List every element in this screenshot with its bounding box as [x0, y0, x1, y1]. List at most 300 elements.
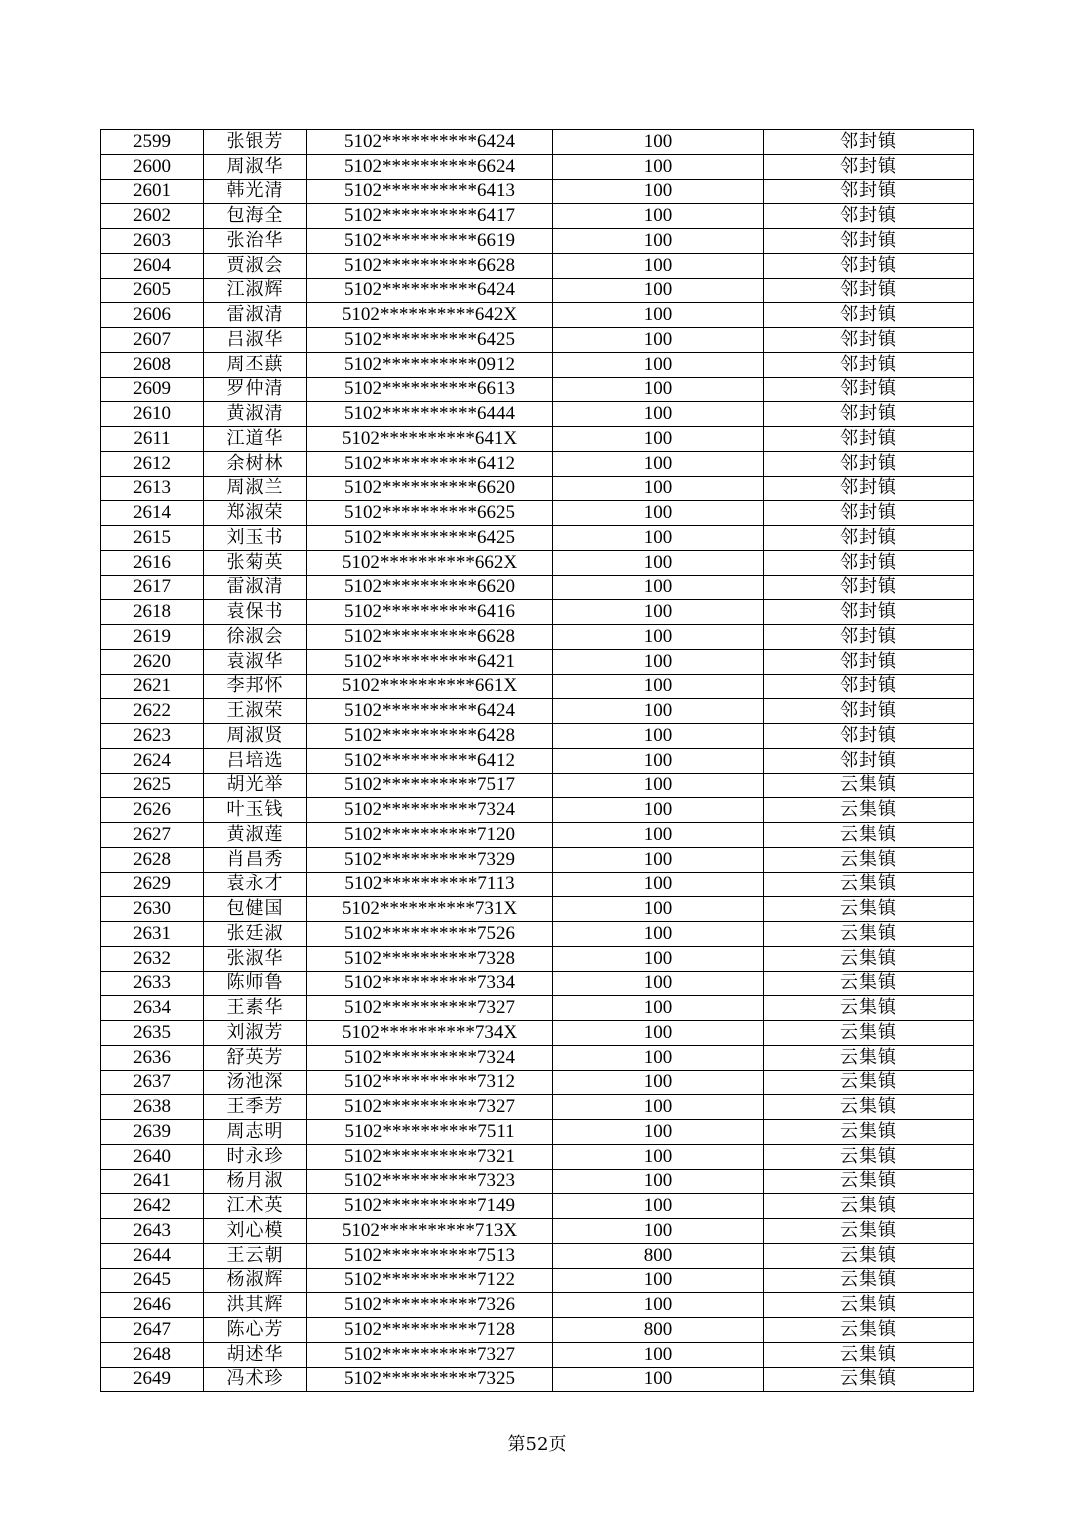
seq-cell: 2632 [101, 946, 204, 971]
town-cell: 云集镇 [764, 946, 974, 971]
table-row [101, 1144, 974, 1169]
seq-cell: 2649 [101, 1367, 204, 1392]
seq-cell: 2623 [101, 724, 204, 749]
seq-cell: 2643 [101, 1219, 204, 1244]
town-cell: 邻封镇 [764, 625, 974, 650]
id-number-cell: 5102**********6628 [307, 625, 553, 650]
name-cell: 包海全 [204, 204, 307, 229]
name-cell: 吕淑华 [204, 328, 307, 353]
town-cell: 邻封镇 [764, 526, 974, 551]
seq-cell: 2644 [101, 1243, 204, 1268]
id-number-cell: 5102**********7324 [307, 1045, 553, 1070]
table-row [101, 253, 974, 278]
table-row [101, 1219, 974, 1244]
amount-cell: 100 [553, 179, 764, 204]
seq-cell: 2638 [101, 1095, 204, 1120]
seq-cell: 2603 [101, 229, 204, 254]
seq-cell: 2614 [101, 501, 204, 526]
town-cell: 云集镇 [764, 996, 974, 1021]
amount-cell: 100 [553, 600, 764, 625]
name-cell: 周丕蕻 [204, 352, 307, 377]
table-row [101, 823, 974, 848]
amount-cell: 100 [553, 328, 764, 353]
name-cell: 袁保书 [204, 600, 307, 625]
id-number-cell: 5102**********7323 [307, 1169, 553, 1194]
name-cell: 吕培选 [204, 748, 307, 773]
id-number-cell: 5102**********6628 [307, 253, 553, 278]
id-number-cell: 5102**********6425 [307, 526, 553, 551]
name-cell: 舒英芳 [204, 1045, 307, 1070]
seq-cell: 2629 [101, 872, 204, 897]
town-cell: 邻封镇 [764, 253, 974, 278]
id-number-cell: 5102**********6424 [307, 278, 553, 303]
id-number-cell: 5102**********6412 [307, 451, 553, 476]
id-number-cell: 5102**********7149 [307, 1194, 553, 1219]
seq-cell: 2641 [101, 1169, 204, 1194]
amount-cell: 100 [553, 1219, 764, 1244]
town-cell: 邻封镇 [764, 748, 974, 773]
name-cell: 韩光清 [204, 179, 307, 204]
town-cell: 邻封镇 [764, 427, 974, 452]
amount-cell: 100 [553, 847, 764, 872]
seq-cell: 2611 [101, 427, 204, 452]
town-cell: 邻封镇 [764, 278, 974, 303]
amount-cell: 100 [553, 1268, 764, 1293]
table-row [101, 1120, 974, 1145]
seq-cell: 2627 [101, 823, 204, 848]
amount-cell: 100 [553, 154, 764, 179]
amount-cell: 100 [553, 1144, 764, 1169]
table-row [101, 773, 974, 798]
amount-cell: 100 [553, 1045, 764, 1070]
amount-cell: 100 [553, 427, 764, 452]
table-row [101, 402, 974, 427]
id-number-cell: 5102**********661X [307, 674, 553, 699]
amount-cell: 800 [553, 1243, 764, 1268]
seq-cell: 2613 [101, 476, 204, 501]
table-row [101, 1367, 974, 1392]
seq-cell: 2619 [101, 625, 204, 650]
id-number-cell: 5102**********7329 [307, 847, 553, 872]
town-cell: 邻封镇 [764, 204, 974, 229]
amount-cell: 100 [553, 649, 764, 674]
name-cell: 王季芳 [204, 1095, 307, 1120]
seq-cell: 2607 [101, 328, 204, 353]
seq-cell: 2601 [101, 179, 204, 204]
name-cell: 肖昌秀 [204, 847, 307, 872]
table-row [101, 600, 974, 625]
town-cell: 云集镇 [764, 1268, 974, 1293]
id-number-cell: 5102**********713X [307, 1219, 553, 1244]
seq-cell: 2604 [101, 253, 204, 278]
table-row [101, 204, 974, 229]
table-row [101, 575, 974, 600]
id-number-cell: 5102**********662X [307, 550, 553, 575]
id-number-cell: 5102**********7324 [307, 798, 553, 823]
seq-cell: 2605 [101, 278, 204, 303]
table-row [101, 847, 974, 872]
amount-cell: 100 [553, 1070, 764, 1095]
seq-cell: 2602 [101, 204, 204, 229]
town-cell: 邻封镇 [764, 476, 974, 501]
table-row [101, 748, 974, 773]
town-cell: 云集镇 [764, 971, 974, 996]
name-cell: 袁永才 [204, 872, 307, 897]
table-row [101, 674, 974, 699]
name-cell: 包健国 [204, 897, 307, 922]
amount-cell: 100 [553, 1169, 764, 1194]
table-row [101, 724, 974, 749]
town-cell: 邻封镇 [764, 328, 974, 353]
name-cell: 张淑华 [204, 946, 307, 971]
amount-cell: 100 [553, 550, 764, 575]
town-cell: 云集镇 [764, 1293, 974, 1318]
table-row [101, 1318, 974, 1343]
name-cell: 刘心模 [204, 1219, 307, 1244]
amount-cell: 100 [553, 1021, 764, 1046]
id-number-cell: 5102**********6625 [307, 501, 553, 526]
table-row [101, 229, 974, 254]
id-number-cell: 5102**********6428 [307, 724, 553, 749]
amount-cell: 100 [553, 1293, 764, 1318]
town-cell: 邻封镇 [764, 179, 974, 204]
table-row [101, 922, 974, 947]
table-body [101, 130, 974, 1392]
amount-cell: 100 [553, 897, 764, 922]
id-number-cell: 5102**********7511 [307, 1120, 553, 1145]
amount-cell: 100 [553, 253, 764, 278]
name-cell: 贾淑会 [204, 253, 307, 278]
table-row [101, 303, 974, 328]
amount-cell: 100 [553, 1120, 764, 1145]
amount-cell: 100 [553, 526, 764, 551]
id-number-cell: 5102**********6613 [307, 377, 553, 402]
amount-cell: 100 [553, 1095, 764, 1120]
seq-cell: 2618 [101, 600, 204, 625]
seq-cell: 2599 [101, 130, 204, 155]
name-cell: 余树林 [204, 451, 307, 476]
name-cell: 胡光举 [204, 773, 307, 798]
seq-cell: 2620 [101, 649, 204, 674]
name-cell: 陈师鲁 [204, 971, 307, 996]
name-cell: 杨淑辉 [204, 1268, 307, 1293]
name-cell: 江淑辉 [204, 278, 307, 303]
name-cell: 罗仲清 [204, 377, 307, 402]
id-number-cell: 5102**********731X [307, 897, 553, 922]
name-cell: 洪其辉 [204, 1293, 307, 1318]
id-number-cell: 5102**********7120 [307, 823, 553, 848]
table-row [101, 1293, 974, 1318]
id-number-cell: 5102**********7334 [307, 971, 553, 996]
amount-cell: 100 [553, 204, 764, 229]
seq-cell: 2640 [101, 1144, 204, 1169]
amount-cell: 100 [553, 699, 764, 724]
name-cell: 张银芳 [204, 130, 307, 155]
name-cell: 雷淑清 [204, 575, 307, 600]
table-row [101, 377, 974, 402]
name-cell: 雷淑清 [204, 303, 307, 328]
table-row [101, 1268, 974, 1293]
seq-cell: 2615 [101, 526, 204, 551]
name-cell: 周淑华 [204, 154, 307, 179]
amount-cell: 100 [553, 996, 764, 1021]
id-number-cell: 5102**********7122 [307, 1268, 553, 1293]
amount-cell: 100 [553, 823, 764, 848]
name-cell: 王云朝 [204, 1243, 307, 1268]
table-row [101, 501, 974, 526]
amount-cell: 100 [553, 575, 764, 600]
name-cell: 陈心芳 [204, 1318, 307, 1343]
seq-cell: 2624 [101, 748, 204, 773]
amount-cell: 100 [553, 130, 764, 155]
town-cell: 云集镇 [764, 773, 974, 798]
table-row [101, 427, 974, 452]
name-cell: 张治华 [204, 229, 307, 254]
table-row [101, 1095, 974, 1120]
seq-cell: 2625 [101, 773, 204, 798]
name-cell: 叶玉钱 [204, 798, 307, 823]
amount-cell: 100 [553, 922, 764, 947]
seq-cell: 2600 [101, 154, 204, 179]
town-cell: 邻封镇 [764, 600, 974, 625]
name-cell: 冯术珍 [204, 1367, 307, 1392]
town-cell: 邻封镇 [764, 724, 974, 749]
seq-cell: 2621 [101, 674, 204, 699]
table-row [101, 278, 974, 303]
id-number-cell: 5102**********7113 [307, 872, 553, 897]
seq-cell: 2617 [101, 575, 204, 600]
beneficiary-table [100, 129, 974, 1392]
table-row [101, 1243, 974, 1268]
seq-cell: 2616 [101, 550, 204, 575]
seq-cell: 2631 [101, 922, 204, 947]
amount-cell: 800 [553, 1318, 764, 1343]
id-number-cell: 5102**********641X [307, 427, 553, 452]
town-cell: 邻封镇 [764, 501, 974, 526]
name-cell: 周淑兰 [204, 476, 307, 501]
table-row [101, 352, 974, 377]
amount-cell: 100 [553, 1367, 764, 1392]
name-cell: 汤池深 [204, 1070, 307, 1095]
id-number-cell: 5102**********7328 [307, 946, 553, 971]
id-number-cell: 5102**********6413 [307, 179, 553, 204]
id-number-cell: 5102**********6417 [307, 204, 553, 229]
amount-cell: 100 [553, 352, 764, 377]
seq-cell: 2630 [101, 897, 204, 922]
id-number-cell: 5102**********6624 [307, 154, 553, 179]
name-cell: 王素华 [204, 996, 307, 1021]
seq-cell: 2647 [101, 1318, 204, 1343]
table-row [101, 699, 974, 724]
seq-cell: 2637 [101, 1070, 204, 1095]
name-cell: 刘淑芳 [204, 1021, 307, 1046]
table-row [101, 1045, 974, 1070]
seq-cell: 2626 [101, 798, 204, 823]
amount-cell: 100 [553, 674, 764, 699]
seq-cell: 2628 [101, 847, 204, 872]
amount-cell: 100 [553, 946, 764, 971]
seq-cell: 2646 [101, 1293, 204, 1318]
name-cell: 杨月淑 [204, 1169, 307, 1194]
seq-cell: 2636 [101, 1045, 204, 1070]
table-row [101, 897, 974, 922]
amount-cell: 100 [553, 724, 764, 749]
name-cell: 黄淑莲 [204, 823, 307, 848]
seq-cell: 2645 [101, 1268, 204, 1293]
town-cell: 云集镇 [764, 847, 974, 872]
seq-cell: 2642 [101, 1194, 204, 1219]
amount-cell: 100 [553, 625, 764, 650]
town-cell: 邻封镇 [764, 154, 974, 179]
town-cell: 邻封镇 [764, 550, 974, 575]
name-cell: 袁淑华 [204, 649, 307, 674]
town-cell: 云集镇 [764, 1070, 974, 1095]
table-row [101, 649, 974, 674]
seq-cell: 2608 [101, 352, 204, 377]
seq-cell: 2633 [101, 971, 204, 996]
id-number-cell: 5102**********6416 [307, 600, 553, 625]
table-row [101, 154, 974, 179]
id-number-cell: 5102**********6619 [307, 229, 553, 254]
seq-cell: 2622 [101, 699, 204, 724]
id-number-cell: 5102**********642X [307, 303, 553, 328]
amount-cell: 100 [553, 377, 764, 402]
table-row [101, 130, 974, 155]
town-cell: 邻封镇 [764, 451, 974, 476]
town-cell: 云集镇 [764, 798, 974, 823]
town-cell: 云集镇 [764, 1342, 974, 1367]
id-number-cell: 5102**********7128 [307, 1318, 553, 1343]
table-row [101, 179, 974, 204]
town-cell: 邻封镇 [764, 377, 974, 402]
town-cell: 云集镇 [764, 1120, 974, 1145]
amount-cell: 100 [553, 229, 764, 254]
id-number-cell: 5102**********7321 [307, 1144, 553, 1169]
table-row [101, 625, 974, 650]
name-cell: 李邦怀 [204, 674, 307, 699]
id-number-cell: 5102**********6421 [307, 649, 553, 674]
amount-cell: 100 [553, 451, 764, 476]
town-cell: 邻封镇 [764, 229, 974, 254]
id-number-cell: 5102**********6425 [307, 328, 553, 353]
table-row [101, 946, 974, 971]
id-number-cell: 5102**********7526 [307, 922, 553, 947]
id-number-cell: 5102**********7325 [307, 1367, 553, 1392]
town-cell: 云集镇 [764, 1095, 974, 1120]
seq-cell: 2635 [101, 1021, 204, 1046]
id-number-cell: 5102**********6424 [307, 699, 553, 724]
name-cell: 时永珍 [204, 1144, 307, 1169]
id-number-cell: 5102**********7312 [307, 1070, 553, 1095]
amount-cell: 100 [553, 773, 764, 798]
table-row [101, 1021, 974, 1046]
id-number-cell: 5102**********0912 [307, 352, 553, 377]
seq-cell: 2609 [101, 377, 204, 402]
town-cell: 云集镇 [764, 1367, 974, 1392]
town-cell: 云集镇 [764, 1021, 974, 1046]
id-number-cell: 5102**********6412 [307, 748, 553, 773]
town-cell: 云集镇 [764, 1318, 974, 1343]
amount-cell: 100 [553, 501, 764, 526]
town-cell: 云集镇 [764, 922, 974, 947]
seq-cell: 2612 [101, 451, 204, 476]
id-number-cell: 5102**********7327 [307, 1342, 553, 1367]
town-cell: 云集镇 [764, 1144, 974, 1169]
town-cell: 云集镇 [764, 897, 974, 922]
name-cell: 刘玉书 [204, 526, 307, 551]
amount-cell: 100 [553, 971, 764, 996]
town-cell: 云集镇 [764, 823, 974, 848]
id-number-cell: 5102**********6424 [307, 130, 553, 155]
town-cell: 云集镇 [764, 1169, 974, 1194]
town-cell: 云集镇 [764, 1045, 974, 1070]
id-number-cell: 5102**********6620 [307, 575, 553, 600]
amount-cell: 100 [553, 402, 764, 427]
id-number-cell: 5102**********6620 [307, 476, 553, 501]
name-cell: 王淑荣 [204, 699, 307, 724]
table-row [101, 996, 974, 1021]
town-cell: 云集镇 [764, 1243, 974, 1268]
page-number: 第52页 [507, 1434, 567, 1455]
name-cell: 周志明 [204, 1120, 307, 1145]
id-number-cell: 5102**********7326 [307, 1293, 553, 1318]
table-row [101, 476, 974, 501]
town-cell: 邻封镇 [764, 674, 974, 699]
table-row [101, 1342, 974, 1367]
seq-cell: 2648 [101, 1342, 204, 1367]
table-row [101, 526, 974, 551]
town-cell: 邻封镇 [764, 303, 974, 328]
table-row [101, 872, 974, 897]
amount-cell: 100 [553, 278, 764, 303]
town-cell: 云集镇 [764, 1194, 974, 1219]
name-cell: 张菊英 [204, 550, 307, 575]
amount-cell: 100 [553, 798, 764, 823]
amount-cell: 100 [553, 476, 764, 501]
id-number-cell: 5102**********7327 [307, 996, 553, 1021]
town-cell: 云集镇 [764, 872, 974, 897]
table-row [101, 798, 974, 823]
seq-cell: 2606 [101, 303, 204, 328]
seq-cell: 2634 [101, 996, 204, 1021]
name-cell: 江道华 [204, 427, 307, 452]
table-row [101, 1169, 974, 1194]
table-row [101, 451, 974, 476]
name-cell: 郑淑荣 [204, 501, 307, 526]
town-cell: 邻封镇 [764, 352, 974, 377]
seq-cell: 2639 [101, 1120, 204, 1145]
id-number-cell: 5102**********7517 [307, 773, 553, 798]
table-row [101, 328, 974, 353]
amount-cell: 100 [553, 1194, 764, 1219]
amount-cell: 100 [553, 872, 764, 897]
town-cell: 邻封镇 [764, 130, 974, 155]
name-cell: 徐淑会 [204, 625, 307, 650]
id-number-cell: 5102**********7513 [307, 1243, 553, 1268]
id-number-cell: 5102**********6444 [307, 402, 553, 427]
id-number-cell: 5102**********7327 [307, 1095, 553, 1120]
name-cell: 张廷淑 [204, 922, 307, 947]
id-number-cell: 5102**********734X [307, 1021, 553, 1046]
table-row [101, 550, 974, 575]
table-row [101, 1194, 974, 1219]
table-row [101, 971, 974, 996]
amount-cell: 100 [553, 1342, 764, 1367]
amount-cell: 100 [553, 303, 764, 328]
name-cell: 胡述华 [204, 1342, 307, 1367]
name-cell: 黄淑清 [204, 402, 307, 427]
amount-cell: 100 [553, 748, 764, 773]
